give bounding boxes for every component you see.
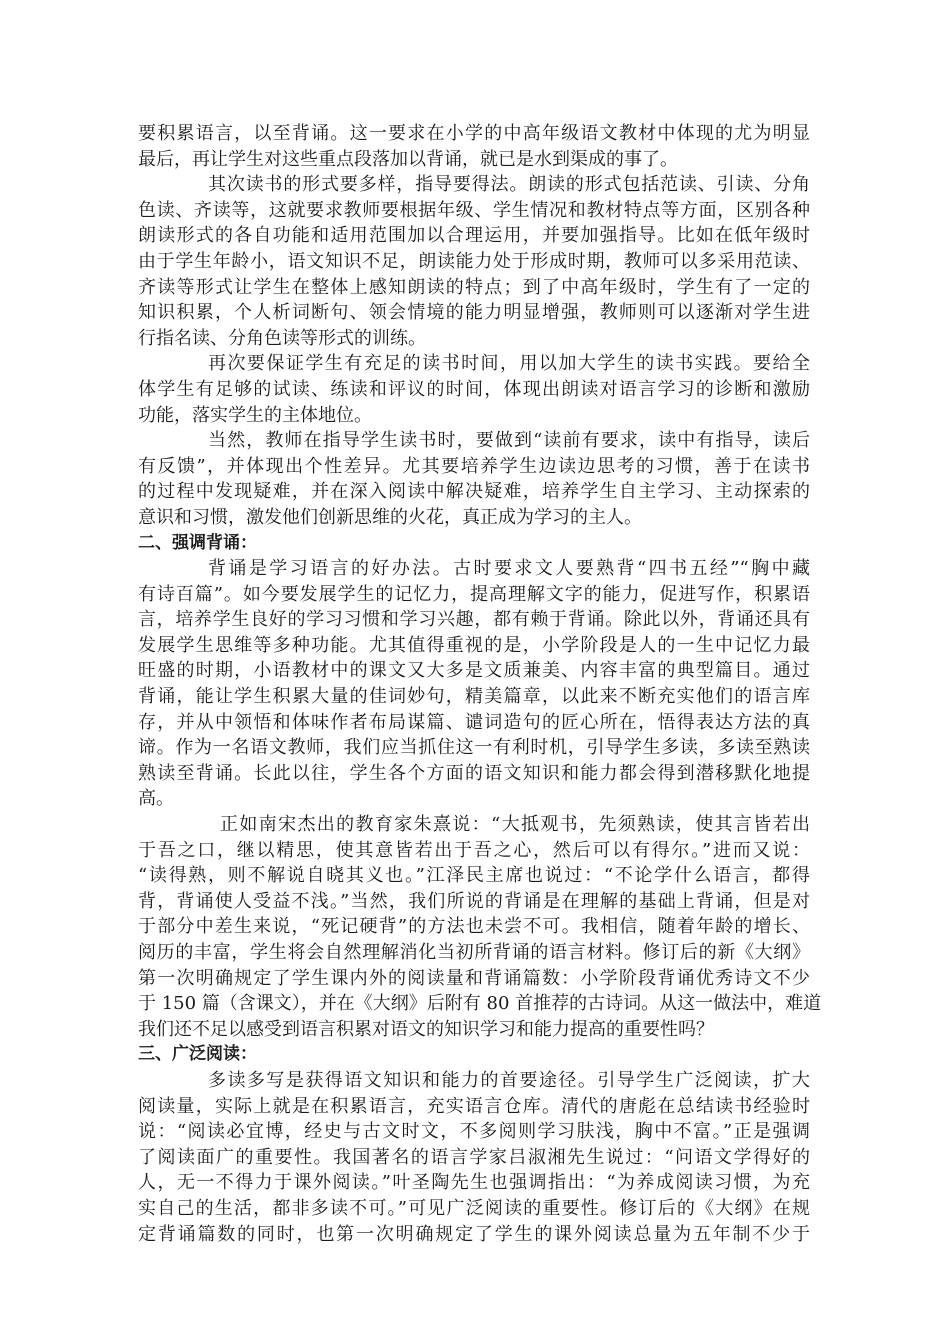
text-line: 高。 (138, 788, 174, 810)
text-line: 有诗百篇”。如今要发展学生的记忆力，提高理解文字的能力，促进写作，积累语 (138, 583, 810, 605)
text-line: 朗读形式的各自功能和适用范围加以合理运用，并要加强指导。比如在低年级时 (138, 225, 810, 247)
document-page (138, 121, 822, 1247)
text-line: 背诵，能让学生积累大量的佳词妙句，精美篇章，以此来不断充实他们的语言库 (138, 686, 810, 708)
text-line: 于 150 篇（含课文），并在《大纲》后附有 80 首推荐的古诗词。从这一做法中，难道 (138, 993, 822, 1015)
text-line: 谛。作为一名语文教师，我们应当抓住这一有利时机，引导学生多读，多读至熟读 (138, 737, 810, 759)
text-line: “读得熟，则不解说自晓其义也。”江泽民主席也说过：“不论学什么语言，都得 (138, 865, 810, 887)
text-line: 了阅读面广的重要性。我国著名的语言学家吕淑湘先生说过：“问语文学得好的 (138, 1146, 810, 1168)
text-line: 定背诵篇数的同时，也第一次明确规定了学生的课外阅读总量为五年制不少于 (138, 1223, 810, 1245)
text-line: 旺盛的时期，小语教材中的课文又大多是文质兼美、内容丰富的典型篇目。通过 (138, 660, 810, 682)
text-line: 当然，教师在指导学生读书时，要做到“读前有要求，读中有指导，读后 (208, 430, 810, 452)
text-line: 意识和习惯，激发他们创新思维的火花，真正成为学习的主人。 (138, 506, 642, 528)
text-line: 其次读书的形式要多样，指导要得法。朗读的形式包括范读、引读、分角 (208, 174, 810, 196)
text-line: 发展学生思维等多种功能。尤其值得重视的是，小学阶段是人的一生中记忆力最 (138, 634, 810, 656)
text-line: 再次要保证学生有充足的读书时间，用以加大学生的读书实践。要给全 (208, 353, 810, 375)
text-line: 背诵是学习语言的好办法。古时要求文人要熟背“四书五经”“胸中藏 (208, 558, 810, 580)
text-line: 正如南宋杰出的教育家朱熹说：“大抵观书，先须熟读，使其言皆若出 (220, 814, 810, 836)
text-line: 功能，落实学生的主体地位。 (138, 404, 372, 426)
text-line: 于吾之口，继以精思，使其意皆若出于吾之心，然后可以有得尔。”进而又说： (138, 839, 810, 861)
text-line: 说：“阅读必宜博，经史与古文时文，不多阅则学习肤浅，胸中不富。”正是强调 (138, 1121, 810, 1143)
text-line: 我们还不足以感受到语言积累对语文的知识学习和能力提高的重要性吗？ (138, 1018, 714, 1040)
text-line: 熟读至背诵。长此以往，学生各个方面的语文知识和能力都会得到潜移默化地提 (138, 762, 810, 784)
text-line: 背，背诵使人受益不浅。”当然，我们所说的背诵是在理解的基础上背诵，但是对 (138, 890, 810, 912)
text-line: 体学生有足够的试读、练读和评议的时间，体现出朗读对语言学习的诊断和激励 (138, 378, 810, 400)
paragraph (138, 1068, 810, 1247)
text-line: 第一次明确规定了学生课内外的阅读量和背诵篇数：小学阶段背诵优秀诗文不少 (138, 967, 810, 989)
text-line: 的过程中发现疑难，并在深入阅读中解决疑难，培养学生自主学习、主动探索的 (138, 481, 810, 503)
text-line: 由于学生年龄小，语文知识不足，朗读能力处于形成时期，教师可以多采用范读、 (138, 250, 810, 272)
paragraph (138, 812, 822, 1042)
paragraph (138, 428, 810, 530)
text-line: 实自己的生活，都非多读不可。”可见广泛阅读的重要性。修订后的《大纲》在规 (138, 1197, 810, 1219)
text-line: 知识积累，个人析词断句、领会情境的能力明显增强，教师则可以逐渐对学生进 (138, 302, 810, 324)
text-line: 多读多写是获得语文知识和能力的首要途径。引导学生广泛阅读，扩大 (208, 1069, 810, 1091)
text-line: 行指名读、分角色读等形式的训练。 (138, 327, 426, 349)
text-line: 人，无一不得力于课外阅读。”叶圣陶先生也强调指出：“为养成阅读习惯，为充 (138, 1172, 810, 1194)
text-line: 存，并从中领悟和体味作者布局谋篇、谴词造句的匠心所在，悟得表达方法的真 (138, 711, 810, 733)
text-line: 要积累语言，以至背诵。这一要求在小学的中高年级语文教材中体现的尤为明显 (138, 123, 810, 144)
text-line: 于部分中差生来说，“死记硬背”的方法也未尝不可。我相信，随着年龄的增长、 (138, 916, 810, 938)
section-heading: 三、广泛阅读： (138, 1044, 257, 1065)
paragraph (138, 351, 810, 428)
text-line: 阅读量，实际上就是在积累语言，充实语言仓库。清代的唐彪在总结读书经验时 (138, 1095, 810, 1117)
text-line: 言，培养学生良好的学习习惯和学习兴趣，都有赖于背诵。除此以外，背诵还具有 (138, 609, 810, 631)
text-line: 色读、齐读等，这就要求教师要根据年级、学生情况和教材特点等方面，区别各种 (138, 199, 810, 221)
text-line: 阅历的丰富，学生将会自然理解消化当初所背诵的语言材料。修订后的新《大纲》 (138, 942, 810, 963)
text-line: 有反馈”，并体现出个性差异。尤其要培养学生边读边思考的习惯，善于在读书 (138, 455, 810, 477)
text-line: 最后，再让学生对这些重点段落加以背诵，就已是水到渠成的事了。 (138, 148, 678, 170)
text-line: 齐读等形式让学生在整体上感知朗读的特点；到了中高年级时，学生有了一定的 (138, 276, 810, 298)
paragraph (138, 172, 810, 351)
paragraph (138, 121, 810, 172)
paragraph (138, 556, 810, 812)
section-heading: 二、强调背诵： (138, 532, 257, 553)
